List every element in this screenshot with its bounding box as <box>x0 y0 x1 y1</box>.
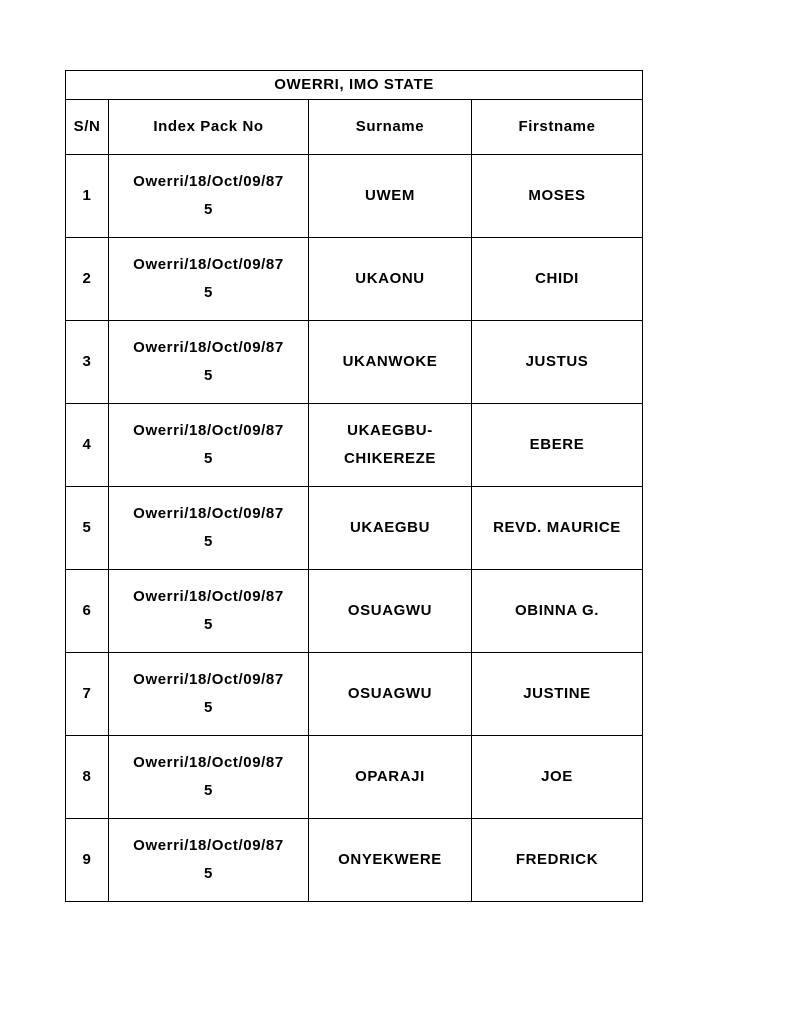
cell-surname <box>309 570 472 653</box>
header-surname: Surname <box>309 100 472 155</box>
table-row <box>66 653 643 736</box>
surname-line-1: ONYEKWERE <box>338 851 442 868</box>
cell-surname <box>309 653 472 736</box>
cell-firstname: JOE <box>472 736 643 819</box>
cell-index-pack-no <box>109 238 309 321</box>
cell-firstname: MOSES <box>472 155 643 238</box>
cell-index-pack-no <box>109 736 309 819</box>
index-line-1: Owerri/18/Oct/09/87 <box>133 754 284 771</box>
surname-line-1: UKAONU <box>355 270 425 287</box>
cell-surname <box>309 321 472 404</box>
surname-line-1: UKANWOKE <box>342 353 438 370</box>
cell-firstname: CHIDI <box>472 238 643 321</box>
table-row <box>66 736 643 819</box>
table-row <box>66 155 643 238</box>
cell-index-pack-no <box>109 321 309 404</box>
surname-line-2: CHIKEREZE <box>343 450 437 467</box>
index-line-2: 5 <box>204 533 213 550</box>
cell-sn: 7 <box>66 653 109 736</box>
table-row <box>66 404 643 487</box>
index-line-1: Owerri/18/Oct/09/87 <box>133 339 284 356</box>
index-line-2: 5 <box>204 284 213 301</box>
cell-sn: 8 <box>66 736 109 819</box>
register-table <box>65 70 643 902</box>
index-line-1: Owerri/18/Oct/09/87 <box>133 422 284 439</box>
table-row <box>66 570 643 653</box>
table-row <box>66 819 643 902</box>
index-line-1: Owerri/18/Oct/09/87 <box>133 671 284 688</box>
cell-sn: 2 <box>66 238 109 321</box>
cell-index-pack-no <box>109 155 309 238</box>
table-row <box>66 321 643 404</box>
index-line-2: 5 <box>204 699 213 716</box>
index-line-1: Owerri/18/Oct/09/87 <box>133 837 284 854</box>
header-sn: S/N <box>66 100 109 155</box>
cell-firstname: JUSTUS <box>472 321 643 404</box>
surname-line-1: UWEM <box>365 187 415 204</box>
index-line-2: 5 <box>204 782 213 799</box>
header-index-pack-no: Index Pack No <box>109 100 309 155</box>
cell-surname <box>309 487 472 570</box>
cell-surname <box>309 404 472 487</box>
surname-line-1: OSUAGWU <box>347 685 433 702</box>
index-line-2: 5 <box>204 450 213 467</box>
cell-index-pack-no <box>109 487 309 570</box>
cell-index-pack-no <box>109 653 309 736</box>
cell-sn: 6 <box>66 570 109 653</box>
index-line-1: Owerri/18/Oct/09/87 <box>133 588 284 605</box>
surname-line-1: OPARAJI <box>355 768 425 785</box>
cell-sn: 5 <box>66 487 109 570</box>
index-line-2: 5 <box>204 201 213 218</box>
cell-index-pack-no <box>109 819 309 902</box>
table-row <box>66 487 643 570</box>
table-title-row <box>66 71 643 100</box>
cell-firstname: REVD. MAURICE <box>472 487 643 570</box>
cell-firstname: JUSTINE <box>472 653 643 736</box>
surname-line-1: OSUAGWU <box>347 602 433 619</box>
index-line-2: 5 <box>204 865 213 882</box>
cell-firstname: EBERE <box>472 404 643 487</box>
index-line-1: Owerri/18/Oct/09/87 <box>133 173 284 190</box>
cell-firstname: OBINNA G. <box>472 570 643 653</box>
surname-line-1: UKAEGBU- <box>347 422 433 439</box>
header-firstname: Firstname <box>472 100 643 155</box>
cell-index-pack-no <box>109 404 309 487</box>
table-header-row <box>66 100 643 155</box>
cell-surname <box>309 736 472 819</box>
cell-sn: 4 <box>66 404 109 487</box>
index-line-2: 5 <box>204 367 213 384</box>
cell-firstname: FREDRICK <box>472 819 643 902</box>
index-line-1: Owerri/18/Oct/09/87 <box>133 505 284 522</box>
cell-index-pack-no <box>109 570 309 653</box>
cell-sn: 1 <box>66 155 109 238</box>
table-row <box>66 238 643 321</box>
cell-surname <box>309 238 472 321</box>
surname-line-1: UKAEGBU <box>349 519 431 536</box>
cell-sn: 9 <box>66 819 109 902</box>
cell-surname <box>309 819 472 902</box>
index-line-1: Owerri/18/Oct/09/87 <box>133 256 284 273</box>
cell-surname <box>309 155 472 238</box>
register-sheet <box>65 70 642 902</box>
index-line-2: 5 <box>204 616 213 633</box>
cell-sn: 3 <box>66 321 109 404</box>
table-title: OWERRI, IMO STATE <box>66 71 643 100</box>
